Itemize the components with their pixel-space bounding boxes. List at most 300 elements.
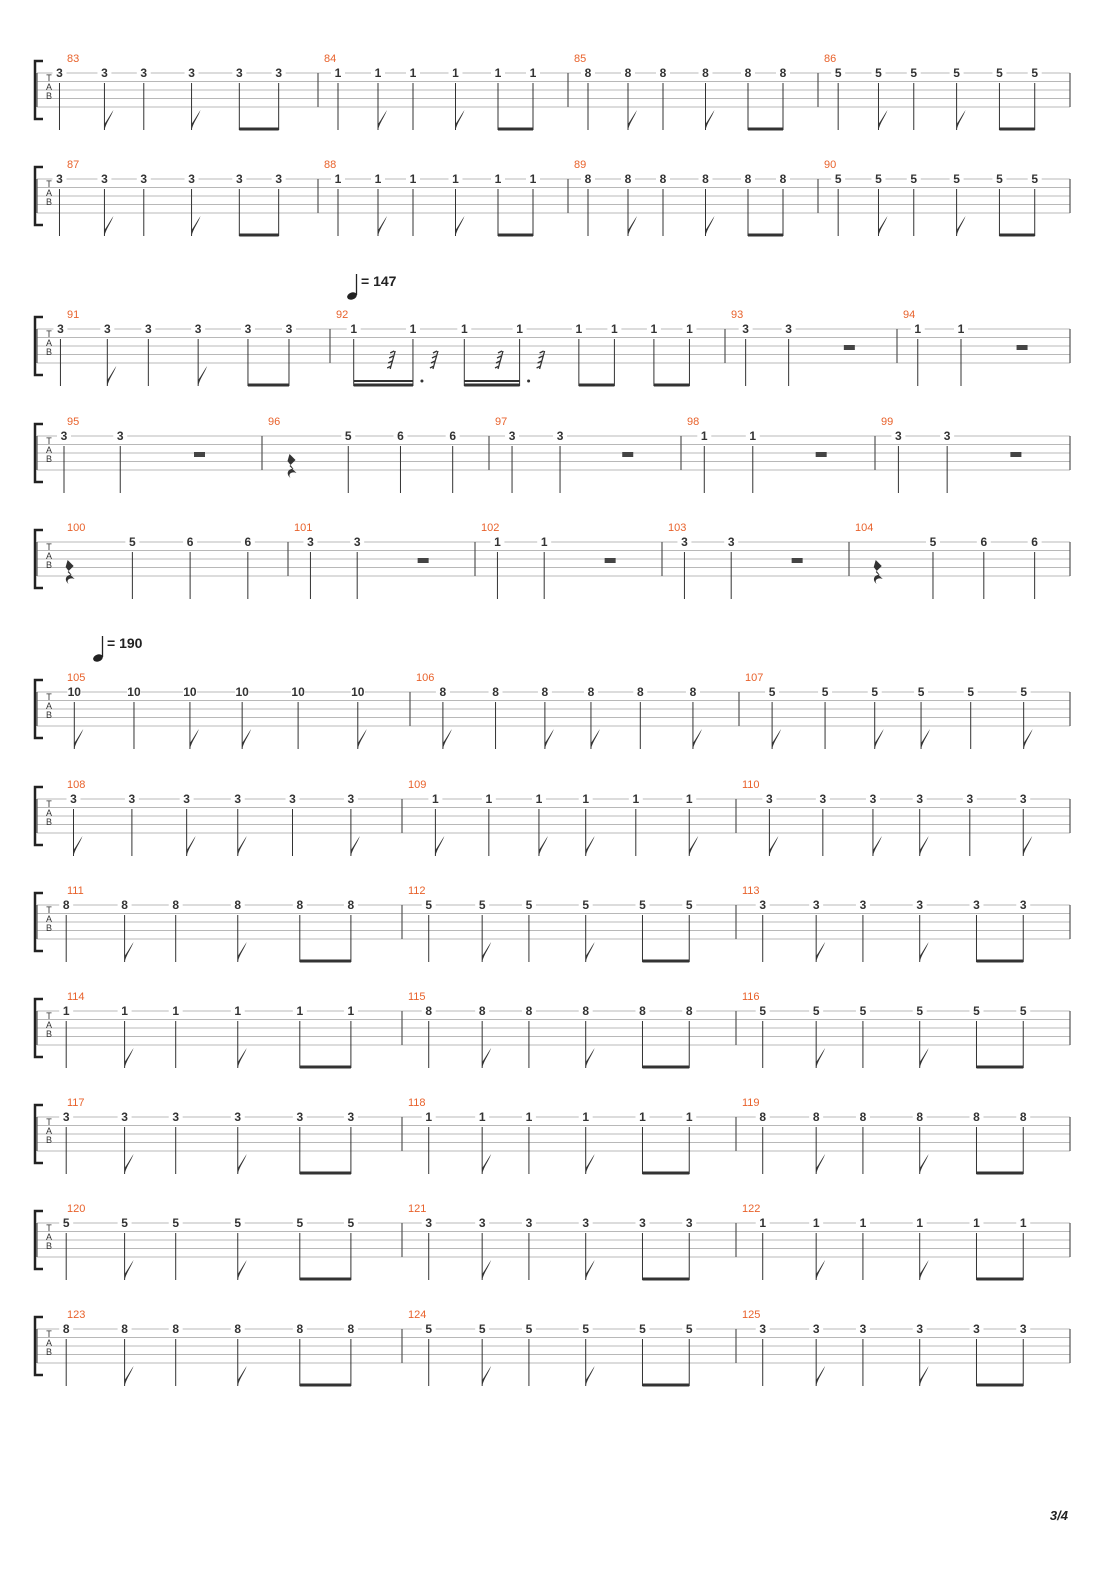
note-flag <box>192 110 201 130</box>
tab-clef-letter: T <box>46 692 52 702</box>
fret-number: 5 <box>910 66 918 80</box>
tempo-mark <box>346 273 397 301</box>
note-flag <box>920 1260 929 1280</box>
fret-number: 8 <box>659 66 667 80</box>
fret-number: 1 <box>62 1004 70 1018</box>
fret-number: 3 <box>285 322 293 336</box>
fret-number: 3 <box>1019 792 1027 806</box>
fret-number: 10 <box>235 685 249 699</box>
measure-number: 113 <box>742 885 760 897</box>
measure <box>67 672 367 749</box>
tab-clef-letter: T <box>46 1011 52 1021</box>
measure-number: 106 <box>416 672 435 684</box>
fret-number: 5 <box>425 1322 433 1336</box>
measure-number: 111 <box>67 885 84 897</box>
note-flag <box>706 110 715 130</box>
note-flag <box>125 1366 134 1386</box>
fret-number: 5 <box>834 172 842 186</box>
staff-system <box>35 885 1070 962</box>
fret-number: 5 <box>296 1216 304 1230</box>
measure-number: 86 <box>824 53 837 65</box>
half-rest <box>622 452 633 457</box>
measure-number: 121 <box>408 1203 427 1215</box>
fret-number: 1 <box>535 792 543 806</box>
tab-clef-letter: A <box>45 808 53 818</box>
note-flag <box>816 1048 825 1068</box>
page-number: 3/4 <box>1049 1508 1068 1523</box>
note-flag <box>482 1366 491 1386</box>
tab-clef-letter: T <box>46 542 52 552</box>
fret-number: 3 <box>1019 1322 1027 1336</box>
tab-clef-letter: B <box>45 1347 53 1357</box>
fret-number: 1 <box>639 1110 646 1124</box>
fret-number: 1 <box>529 172 537 186</box>
fret-number: 8 <box>624 172 632 186</box>
tab-clef-letter: A <box>45 1126 53 1136</box>
fret-number: 8 <box>121 898 128 912</box>
half-rest <box>194 452 205 457</box>
note-flag <box>539 836 548 856</box>
note-flag <box>586 942 595 962</box>
note-flag <box>238 942 247 962</box>
measure <box>824 53 1042 130</box>
fret-number: 10 <box>67 685 81 699</box>
tab-clef-letter: B <box>45 710 53 720</box>
measure-number: 116 <box>742 991 760 1003</box>
fret-number: 8 <box>541 685 549 699</box>
fret-number: 1 <box>812 1216 820 1230</box>
staff-system <box>35 991 1070 1068</box>
measure-number: 84 <box>324 53 337 65</box>
fret-number: 5 <box>875 66 882 80</box>
fret-number: 3 <box>140 66 148 80</box>
measure <box>52 159 285 236</box>
fret-number: 3 <box>785 322 792 336</box>
fret-number: 3 <box>973 898 980 912</box>
fret-number: 8 <box>744 172 752 186</box>
fret-number: 3 <box>916 1322 924 1336</box>
note-flag <box>74 729 83 749</box>
measure-number: 105 <box>67 672 86 684</box>
note-flag <box>586 1048 595 1068</box>
note-flag <box>125 1154 134 1174</box>
fret-number: 1 <box>374 66 382 80</box>
fret-number: 3 <box>727 535 735 549</box>
fret-number: 5 <box>953 172 960 186</box>
fret-number: 1 <box>425 1110 433 1124</box>
measure-number: 108 <box>67 779 86 791</box>
fret-number: 3 <box>943 429 951 443</box>
fret-number: 1 <box>1019 1216 1027 1230</box>
fret-number: 8 <box>689 685 697 699</box>
measure <box>903 309 1028 386</box>
measure <box>294 522 429 599</box>
measure <box>495 416 633 493</box>
note-flag <box>107 366 116 386</box>
measure-number: 104 <box>855 522 874 534</box>
fret-number: 1 <box>478 1110 486 1124</box>
fret-number: 3 <box>235 66 243 80</box>
tab-clef-letter: B <box>45 197 53 207</box>
fret-number: 5 <box>1031 172 1039 186</box>
measure <box>742 885 1030 962</box>
fret-number: 3 <box>812 898 820 912</box>
fret-number: 5 <box>639 1322 646 1336</box>
note-flag <box>104 110 113 130</box>
fret-number: 8 <box>172 1322 180 1336</box>
note-flag <box>1023 836 1032 856</box>
tab-clef-letter: B <box>45 560 53 570</box>
quarter-rest <box>874 560 883 584</box>
measure <box>742 1309 1030 1386</box>
note-flag <box>957 110 966 130</box>
fret-number: 8 <box>425 1004 433 1018</box>
measure-number: 115 <box>408 991 426 1003</box>
tab-clef-letter: T <box>46 1223 52 1233</box>
note-flag <box>482 1260 491 1280</box>
fret-number: 3 <box>289 792 296 806</box>
tab-clef-letter: B <box>45 923 53 933</box>
note-flag <box>482 1048 491 1068</box>
measure-number: 92 <box>336 309 349 321</box>
fret-number: 3 <box>859 898 867 912</box>
fret-number: 3 <box>525 1216 533 1230</box>
note-flag <box>769 836 778 856</box>
fret-number: 3 <box>582 1216 590 1230</box>
fret-number: 5 <box>996 172 1003 186</box>
fret-number: 3 <box>812 1322 820 1336</box>
fret-number: 1 <box>540 535 548 549</box>
measure <box>408 991 696 1068</box>
tab-clef-letter: A <box>45 1232 53 1242</box>
fret-number: 3 <box>819 792 827 806</box>
note-flag <box>693 729 702 749</box>
fret-number: 3 <box>60 429 68 443</box>
fret-number: 3 <box>172 1110 180 1124</box>
fret-number: 6 <box>244 535 252 549</box>
fret-number: 1 <box>582 1110 590 1124</box>
measure-number: 97 <box>495 416 508 428</box>
fret-number: 3 <box>347 792 355 806</box>
note-flag <box>456 110 465 130</box>
fret-number: 8 <box>812 1110 820 1124</box>
fret-number: 1 <box>759 1216 767 1230</box>
note-flag <box>482 942 491 962</box>
note-flag <box>689 836 698 856</box>
fret-number: 3 <box>353 535 361 549</box>
note-flag <box>456 216 465 236</box>
note-flag <box>238 1366 247 1386</box>
note-flag <box>586 1366 595 1386</box>
measure <box>408 1203 696 1280</box>
fret-number: 1 <box>611 322 618 336</box>
measure-number: 114 <box>67 991 85 1003</box>
fret-number: 3 <box>742 322 749 336</box>
half-rest <box>1017 345 1028 350</box>
fret-number: 1 <box>432 792 439 806</box>
fret-number: 1 <box>686 322 693 336</box>
thirty-second-rest <box>495 351 503 369</box>
tab-clef-letter: A <box>45 701 53 711</box>
tab-clef-letter: B <box>45 91 53 101</box>
measure-number: 91 <box>67 309 80 321</box>
fret-number: 5 <box>347 1216 355 1230</box>
note-flag <box>591 729 600 749</box>
fret-number: 3 <box>508 429 516 443</box>
fret-number: 1 <box>914 322 922 336</box>
fret-number: 3 <box>116 429 124 443</box>
note-flag <box>104 216 113 236</box>
quarter-rest <box>66 560 75 584</box>
thirty-second-rest <box>387 351 395 369</box>
measure-number: 90 <box>824 159 837 171</box>
tab-clef-letter: T <box>46 329 52 339</box>
note-flag <box>920 1366 929 1386</box>
fret-number: 5 <box>953 66 960 80</box>
fret-number: 1 <box>516 322 523 336</box>
measure <box>481 522 616 599</box>
fret-number: 5 <box>525 898 533 912</box>
fret-number: 8 <box>973 1110 980 1124</box>
fret-number: 3 <box>56 66 63 80</box>
staff-system <box>35 779 1070 856</box>
note-flag <box>238 1154 247 1174</box>
fret-number: 3 <box>62 1110 70 1124</box>
fret-number: 1 <box>172 1004 180 1018</box>
tab-clef-letter: B <box>45 347 53 357</box>
half-rest <box>418 558 429 563</box>
note-flag <box>125 1048 134 1068</box>
tempo-value: = 190 <box>107 635 143 651</box>
fret-number: 8 <box>492 685 499 699</box>
fret-number: 1 <box>916 1216 924 1230</box>
staff-system <box>35 672 1070 749</box>
tempo-mark <box>92 635 143 663</box>
tab-clef-letter: B <box>45 454 53 464</box>
fret-number: 3 <box>188 66 195 80</box>
fret-number: 5 <box>875 172 882 186</box>
measure <box>745 672 1033 749</box>
measure-number: 124 <box>408 1309 427 1321</box>
staff-system <box>35 416 1070 493</box>
fret-number: 8 <box>347 898 355 912</box>
fret-number: 1 <box>452 66 459 80</box>
half-rest <box>605 558 616 563</box>
measure-number: 107 <box>745 672 764 684</box>
note-flag <box>443 729 452 749</box>
measure <box>67 779 360 856</box>
fret-number: 3 <box>121 1110 128 1124</box>
note-flag <box>816 1366 825 1386</box>
measure-number: 95 <box>67 416 80 428</box>
measure-number: 110 <box>742 779 760 791</box>
fret-number: 1 <box>347 1004 355 1018</box>
tab-clef-letter: T <box>46 179 52 189</box>
note-flag <box>482 1154 491 1174</box>
fret-number: 3 <box>234 1110 242 1124</box>
fret-number: 5 <box>1031 66 1039 80</box>
note-flag <box>873 836 882 856</box>
tempo-value: = 147 <box>361 273 397 289</box>
fret-number: 1 <box>494 172 502 186</box>
fret-number: 5 <box>1020 685 1028 699</box>
fret-number: 3 <box>188 172 195 186</box>
measure-number: 123 <box>67 1309 86 1321</box>
fret-number: 3 <box>234 792 242 806</box>
fret-number: 5 <box>172 1216 180 1230</box>
fret-number: 6 <box>186 535 194 549</box>
fret-number: 8 <box>759 1110 767 1124</box>
fret-number: 3 <box>235 172 243 186</box>
fret-number: 1 <box>409 322 417 336</box>
fret-number: 5 <box>1019 1004 1027 1018</box>
fret-number: 3 <box>639 1216 646 1230</box>
fret-number: 5 <box>639 898 646 912</box>
fret-number: 3 <box>425 1216 433 1230</box>
note-flag <box>875 729 884 749</box>
fret-number: 1 <box>409 66 417 80</box>
fret-number: 8 <box>62 1322 70 1336</box>
fret-number: 3 <box>144 322 152 336</box>
staff-system <box>35 53 1070 130</box>
fret-number: 1 <box>525 1110 533 1124</box>
fret-number: 8 <box>779 172 787 186</box>
note-flag <box>586 1154 595 1174</box>
fret-number: 8 <box>639 1004 646 1018</box>
fret-number: 10 <box>183 685 197 699</box>
fret-number: 8 <box>1019 1110 1027 1124</box>
fret-number: 8 <box>525 1004 533 1018</box>
fret-number: 1 <box>460 322 468 336</box>
thirty-second-rest <box>430 351 438 369</box>
fret-number: 5 <box>685 1322 693 1336</box>
fret-number: 3 <box>307 535 314 549</box>
fret-number: 3 <box>766 792 773 806</box>
note-flag <box>816 942 825 962</box>
measure <box>59 1097 358 1174</box>
measure-number: 102 <box>481 522 500 534</box>
fret-number: 1 <box>334 66 342 80</box>
note-flag <box>921 729 930 749</box>
note-flag <box>816 1154 825 1174</box>
fret-number: 6 <box>449 429 457 443</box>
fret-number: 5 <box>916 1004 924 1018</box>
fret-number: 1 <box>494 66 502 80</box>
note-flag <box>586 836 595 856</box>
fret-number: 8 <box>779 66 787 80</box>
fret-number: 1 <box>350 322 358 336</box>
thirty-second-rest <box>537 351 545 369</box>
fret-number: 3 <box>869 792 877 806</box>
staff-system <box>35 1309 1070 1386</box>
fret-number: 8 <box>172 898 180 912</box>
augmentation-dot <box>527 380 530 383</box>
fret-number: 3 <box>103 322 111 336</box>
staff-system <box>35 309 1070 386</box>
tab-clef-letter: A <box>45 188 53 198</box>
note-flag <box>586 1260 595 1280</box>
measure <box>59 1203 358 1280</box>
measure-number: 109 <box>408 779 427 791</box>
measure <box>742 1097 1030 1174</box>
fret-number: 3 <box>478 1216 486 1230</box>
fret-number: 3 <box>859 1322 867 1336</box>
fret-number: 3 <box>966 792 974 806</box>
fret-number: 1 <box>296 1004 304 1018</box>
fret-number: 1 <box>409 172 417 186</box>
fret-number: 5 <box>821 685 829 699</box>
fret-number: 3 <box>101 66 108 80</box>
note-flag <box>192 216 201 236</box>
note-flag <box>125 1260 134 1280</box>
fret-number: 5 <box>685 898 693 912</box>
note-flag <box>351 836 360 856</box>
staff-system <box>35 1203 1070 1280</box>
measure <box>855 522 1042 599</box>
fret-number: 5 <box>478 898 486 912</box>
fret-number: 3 <box>275 66 283 80</box>
tab-clef-letter: B <box>45 1241 53 1251</box>
fret-number: 5 <box>768 685 776 699</box>
fret-number: 1 <box>494 535 501 549</box>
fret-number: 1 <box>973 1216 980 1230</box>
fret-number: 5 <box>929 535 937 549</box>
fret-number: 3 <box>56 172 63 186</box>
fret-number: 3 <box>70 792 77 806</box>
tab-clef-letter: A <box>45 1338 53 1348</box>
fret-number: 8 <box>744 66 752 80</box>
measure <box>687 416 827 493</box>
fret-number: 8 <box>636 685 644 699</box>
tab-clef-letter: A <box>45 82 53 92</box>
fret-number: 5 <box>121 1216 128 1230</box>
half-rest <box>844 345 855 350</box>
measure <box>59 991 358 1068</box>
note-flag <box>772 729 781 749</box>
fret-number: 3 <box>183 792 190 806</box>
fret-number: 8 <box>659 172 667 186</box>
fret-number: 8 <box>439 685 447 699</box>
fret-number: 5 <box>917 685 925 699</box>
fret-number: 3 <box>556 429 564 443</box>
fret-number: 1 <box>452 172 459 186</box>
fret-number: 1 <box>859 1216 867 1230</box>
fret-number: 3 <box>685 1216 693 1230</box>
measure <box>881 416 1021 493</box>
measure <box>59 1309 358 1386</box>
fret-number: 1 <box>685 792 693 806</box>
fret-number: 8 <box>296 898 304 912</box>
measure-number: 94 <box>903 309 916 321</box>
measure <box>66 522 255 599</box>
fret-number: 3 <box>916 792 924 806</box>
note-flag <box>435 836 444 856</box>
fret-number: 3 <box>128 792 136 806</box>
fret-number: 5 <box>129 535 136 549</box>
fret-number: 8 <box>587 685 595 699</box>
fret-number: 5 <box>478 1322 486 1336</box>
note-flag <box>1024 729 1033 749</box>
fret-number: 5 <box>582 898 590 912</box>
measure-number: 118 <box>408 1097 426 1109</box>
fret-number: 8 <box>582 1004 590 1018</box>
half-rest <box>1010 452 1021 457</box>
note-flag <box>920 1048 929 1068</box>
fret-number: 8 <box>347 1322 355 1336</box>
fret-number: 8 <box>296 1322 304 1336</box>
fret-number: 1 <box>749 429 757 443</box>
note-flag <box>878 110 887 130</box>
